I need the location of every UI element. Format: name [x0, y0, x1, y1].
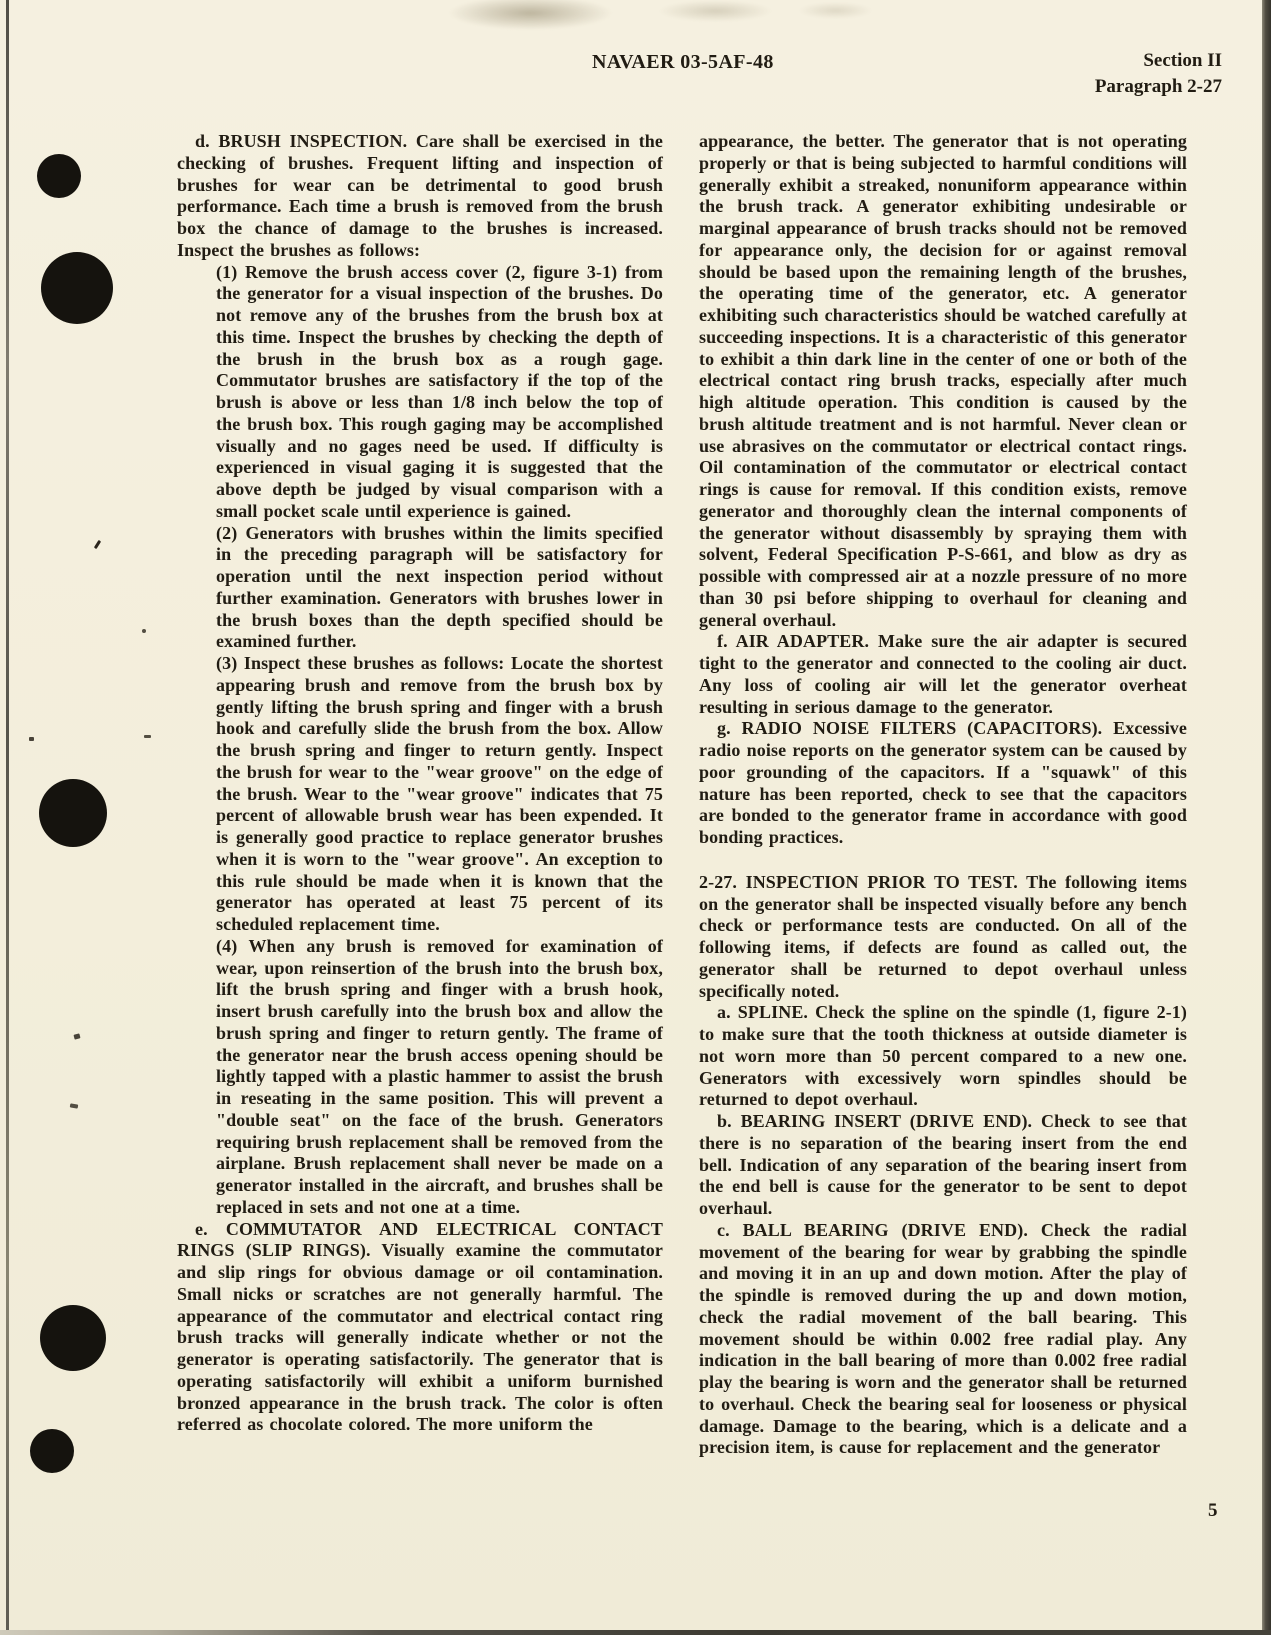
paper-speck [94, 540, 101, 549]
paragraph-d-brush-inspection: d. BRUSH INSPECTION. Care shall be exercised in the checking of brushes. Frequent lifting and inspection of brushes for wear can be detrimental to good brush performance. Each time a brush is removed from the brush box the chance of damage to the brushes is increased. Inspect the brushes as follows: [177, 131, 663, 260]
paper-speck [70, 1103, 79, 1108]
paragraph-d-item-2: (2) Generators with brushes within the limits specified in the preceding paragraph will be satisfactory for operation until the next inspection period without further examination. Generators with brushes lower in the brush boxes than the depth specified should be examined further. [216, 522, 663, 652]
paragraph-f-air-adapter: f. AIR ADAPTER. Make sure the air adapter is secured tight to the generator and connected to the cooling air duct. Any loss of cooling air will let the generator overheat resulting in serious damage to the generator. [699, 631, 1187, 717]
paragraph-d-item-1: (1) Remove the brush access cover (2, figure 3-1) from the generator for a visual inspection of the brushes. Do not remove any of the brushes from the brush box at this time. Inspect the brushes by checking the depth of the brush in the brush box as a rough gage. Commutator brushes are satisfactory if the top of the brush is above or less than 1/8 inch below the top of the brush box. This rough gaging may be accomplished visually and no gages need be used. If difficulty is experienced in visual gaging it is suggested that the above depth be judged by visual comparison with a small pocket scale until experience is gained. [216, 261, 663, 521]
paragraph-e-commutator-rings: e. COMMUTATOR AND ELECTRICAL CONTACT RINGS (SLIP RINGS). Visually examine the commutator and slip rings for obvious damage or oil contamination. Small nicks or scratches are not generally harmful. The appearance of the commutator and electrical contact ring brush tracks will generally indicate whether or not the generator is operating satisfactorily. The generator that is operating satisfactorily will exhibit a uniform burnished bronzed appearance in the brush track. The color is often referred as chocolate colored. The more uniform the [177, 1218, 663, 1435]
paragraph-d-item-3: (3) Inspect these brushes as follows: Locate the shortest appearing brush and remove from the brush box by gently lifting the brush spring and finger with a brush hook and carefully slide the brush from the box. Allow the brush spring and finger to return gently. Inspect the brush for wear to the "wear groove" on the edge of the brush. Wear to the "wear groove" indicates that 75 percent of allowable brush wear has been expended. It is generally good practice to replace generator brushes when it is worn to the "wear groove". An exception to this rule should be made when it is known that the generator has operated at least 75 percent of its scheduled replacement time. [216, 653, 663, 934]
scan-edge-right [1262, 0, 1271, 1635]
paper-speck [73, 1033, 80, 1039]
paper-speck [142, 629, 146, 633]
paragraph-e-continuation: appearance, the better. The generator that is not operating properly or that is being subjected to harmful conditions will generally exhibit a streaked, nonuniform appearance within the brush track. A generator exhibiting undesirable or marginal appearance of brush tracks should not be removed for appearance only, the decision for or against removal should be based upon the remaining length of the brushes, the operating time of the generator, etc. A generator exhibiting such characteristics should be watched carefully at succeeding inspections. It is a characteristic of this generator to exhibit a thin dark line in the center of one or both of the electrical contact ring brush tracks, especially after much high altitude operation. This condition is caused by the brush altitude treatment and is not harmful. Never clean or use abrasives on the commutator or electrical contact rings. Oil contamination of the commutator or electrical contact rings is cause for removal. If this condition exists, remove generator and thoroughly clean the internal components of the generator without disassembly by spraying them with solvent, Federal Specification P-S-661, and blow as dry as possible with compressed air at a nozzle pressure of no more than 30 psi before shipping to overhaul for cleaning and general overhaul. [699, 131, 1187, 630]
paragraph-2-27-inspection-prior-to-test: 2-27. INSPECTION PRIOR TO TEST. The following items on the generator shall be inspected visually before any bench check or performance tests are conducted. On all of the following items, if defects are found as called out, the generator shall be returned to depot overhaul unless specifically noted. [699, 871, 1187, 1001]
paragraph-g-radio-noise-filters: g. RADIO NOISE FILTERS (CAPACITORS). Excessive radio noise reports on the generator system can be caused by poor grounding of the capacitors. If a "squawk" of this nature has been reported, check to see that the capacitors are bonded to the generator frame in accordance with good bonding practices. [699, 718, 1187, 847]
binder-hole-mark [30, 1429, 74, 1473]
stamp-smudge [798, 2, 873, 19]
paragraph-b-bearing-insert: b. BEARING INSERT (DRIVE END). Check to see that there is no separation of the bearing insert from the end bell. Indication of any separation of the bearing insert from the end bell is cause for the generator to be sent to depot overhaul. [699, 1111, 1187, 1218]
page-number: 5 [1208, 1500, 1218, 1521]
scan-edge-bottom [0, 1630, 1271, 1635]
header-section-label: Section II [1143, 50, 1222, 71]
paper-speck [29, 737, 34, 741]
header-paragraph-ref: Paragraph 2-27 [1094, 76, 1222, 97]
binder-hole-mark [39, 779, 107, 847]
paragraph-d-item-4: (4) When any brush is removed for examination of wear, upon reinsertion of the brush into the brush box, lift the brush spring and finger with a brush hook, insert brush carefully into the brush box and allow the brush spring and finger to return gently. The frame of the generator near the brush access opening should be lightly tapped with a plastic hammer to assist the brush in reseating in the same position. This will prevent a "double seat" on the face of the brush. Generators requiring brush replacement shall be removed from the airplane. Brush replacement shall never be made on a generator installed in the aircraft, and brushes shall be replaced in sets and not one at a time. [216, 935, 663, 1217]
paper-speck [144, 735, 151, 738]
stamp-smudge [658, 0, 773, 22]
header-right-block [1095, 48, 1222, 100]
left-column [177, 131, 663, 1436]
paragraph-a-spline: a. SPLINE. Check the spline on the spindle (1, figure 2-1) to make sure that the tooth thickness at outside diameter is not worn more than 50 percent compared to a new one. Generators with excessively worn spindles should be returned to depot overhaul. [699, 1002, 1187, 1110]
binder-hole-mark [37, 154, 81, 198]
stamp-smudge [448, 0, 613, 30]
paragraph-c-ball-bearing: c. BALL BEARING (DRIVE END). Check the radial movement of the bearing for wear by grabbing the spindle and moving it in an up and down motion. After the play of the spindle is removed during the up and down motion, check the radial movement of the ball bearing. This movement should be within 0.002 free radial play. Any indication in the ball bearing of more than 0.002 free radial play the bearing is worn and the generator shall be returned to overhaul. Check the bearing seal for looseness or physical damage. Damage to the bearing, which is a delicate and a precision item, is cause for replacement and the generator [699, 1219, 1187, 1458]
scan-edge-left [6, 0, 9, 1635]
header-doc-number: NAVAER 03-5AF-48 [592, 51, 774, 73]
binder-hole-mark [41, 252, 113, 324]
binder-hole-mark [40, 1305, 106, 1371]
right-column [699, 131, 1187, 1459]
